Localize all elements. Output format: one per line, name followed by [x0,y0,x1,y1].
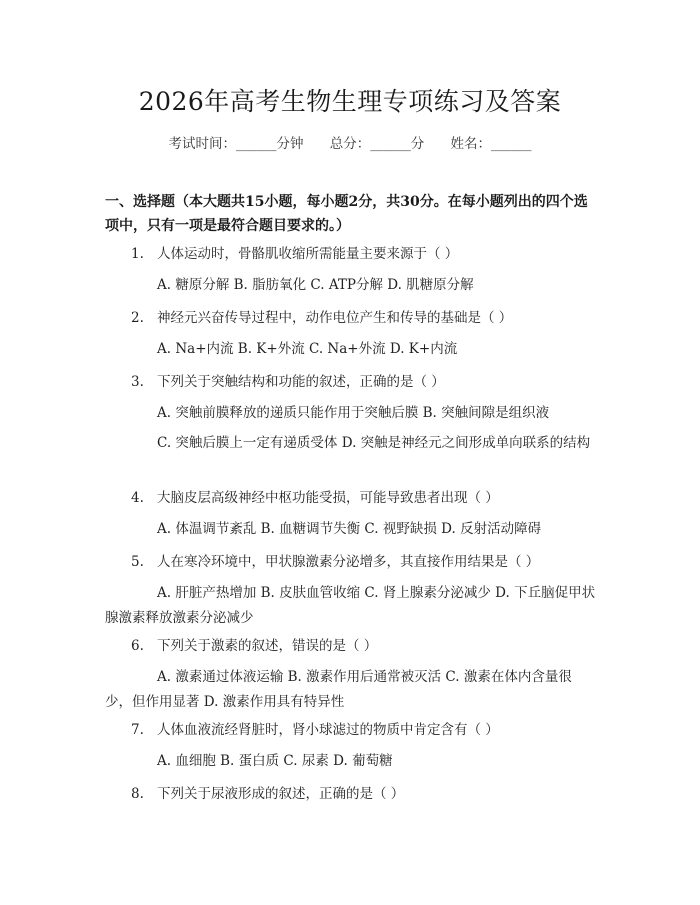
question-6-options: A. 激素通过体液运输 B. 激素作用后通常被灭活 C. 激素在体内含量很少，但作用显著 D. 激素作用具有特异性 [105,669,572,710]
question-3-options: A. 突触前膜释放的递质只能作用于突触后膜 B. 突触间隙是组织液 [157,405,550,421]
score-unit: 分 [410,136,425,152]
time-blank: ______ [235,136,277,152]
name-label: 姓名： [450,136,492,152]
question-number: 4. [131,490,144,506]
question-number: 3. [131,374,144,390]
question-6-stem [105,634,623,658]
question-number: 7. [131,722,144,738]
score-blank: ______ [370,136,411,152]
name-blank: ______ [491,136,532,152]
exam-meta-line [0,132,700,152]
question-5-stem [105,550,623,574]
question-number: 6. [131,638,144,654]
question-number: 8. [131,786,144,802]
document-title: 2026年高考生物生理专项练习及答案 [138,87,562,116]
question-text: 神经元兴奋传导过程中，动作电位产生和传导的基础是（ ） [157,310,513,326]
question-3-stem [105,370,623,394]
question-text: 人体血液流经肾脏时，肾小球滤过的物质中肯定含有（ ） [157,722,499,738]
question-4-options: A. 体温调节紊乱 B. 血糖调节失衡 C. 视野缺损 D. 反射活动障碍 [157,521,542,537]
question-text: 大脑皮层高级神经中枢功能受损，可能导致患者出现（ ） [157,490,499,506]
question-number: 1. [131,246,144,262]
question-number: 2. [131,310,144,326]
question-3-options-continued: C. 突触后膜上一定有递质受体 D. 突触是神经元之间形成单向联系的结构 [157,435,591,451]
question-7-stem [105,718,623,742]
time-unit: 分钟 [276,136,304,152]
question-2-options: A. Na+内流 B. K+外流 C. Na+外流 D. K+内流 [157,341,458,357]
question-5-options: A. 肝脏产热增加 B. 皮肤血管收缩 C. 肾上腺素分泌减少 D. 下丘脑促甲状腺激素释放激素分泌减少 [105,585,596,626]
question-number: 5. [131,554,144,570]
time-label: 考试时间： [168,136,236,152]
question-7-options: A. 血细胞 B. 蛋白质 C. 尿素 D. 葡萄糖 [157,753,393,769]
question-text: 人体运动时，骨骼肌收缩所需能量主要来源于（ ） [157,246,459,262]
question-text: 下列关于尿液形成的叙述，正确的是（ ） [157,786,405,802]
question-1-stem [105,242,623,266]
score-label: 总分： [329,136,371,152]
question-text: 人在寒冷环境中，甲状腺激素分泌增多，其直接作用结果是（ ） [157,554,540,570]
question-text: 下列关于突触结构和功能的叙述，正确的是（ ） [157,374,445,390]
question-text: 下列关于激素的叙述，错误的是（ ） [157,638,378,654]
question-8-stem [105,782,623,806]
question-2-stem [105,306,623,330]
question-4-stem [105,486,623,510]
question-1-options: A. 糖原分解 B. 脂肪氧化 C. ATP分解 D. 肌糖原分解 [157,277,474,293]
section-heading: 一、选择题（本大题共15小题，每小题2分，共30分。在每小题列出的四个选项中，只有一项是最符合题目要求的。） [105,194,588,234]
